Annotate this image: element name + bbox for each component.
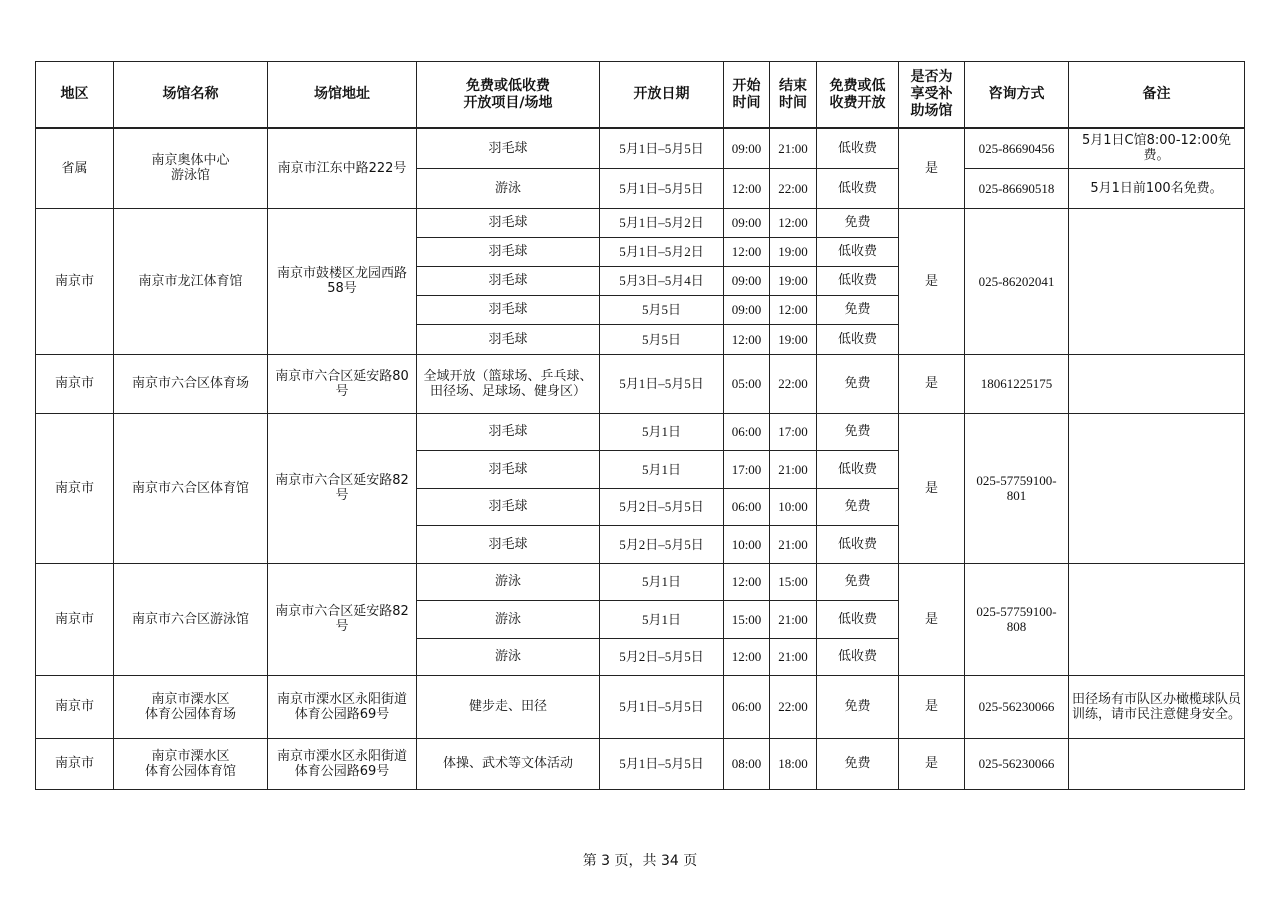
date-cell: 5月1日–5月5日 (600, 675, 724, 738)
venue-address-cell: 南京市六合区延安路82号 (268, 563, 417, 675)
start-time-cell: 06:00 (724, 675, 770, 738)
venue-name-cell: 南京市六合区游泳馆 (114, 563, 268, 675)
date-cell: 5月1日–5月5日 (600, 168, 724, 208)
date-cell: 5月5日 (600, 324, 724, 354)
note-cell: 田径场有市队区办橄榄球队员训练，请市民注意健身安全。 (1069, 675, 1245, 738)
start-time-cell: 06:00 (724, 413, 770, 450)
end-time-cell: 19:00 (770, 324, 817, 354)
region-cell: 南京市 (36, 738, 114, 789)
end-time-cell: 12:00 (770, 208, 817, 237)
date-cell: 5月1日–5月5日 (600, 128, 724, 168)
header-venue-name: 场馆名称 (114, 62, 268, 129)
subsidized-cell: 是 (899, 208, 965, 354)
venue-address-cell: 南京市溧水区永阳街道体育公园路69号 (268, 675, 417, 738)
contact-cell: 025-57759100- 808 (965, 563, 1069, 675)
venue-address-cell: 南京市六合区延安路80号 (268, 354, 417, 413)
subsidized-cell: 是 (899, 675, 965, 738)
start-time-cell: 12:00 (724, 638, 770, 675)
end-time-cell: 10:00 (770, 488, 817, 525)
fee-type-cell: 免费 (817, 738, 899, 789)
note-cell (1069, 354, 1245, 413)
end-time-cell: 21:00 (770, 638, 817, 675)
fee-type-cell: 免费 (817, 488, 899, 525)
header-end-time: 结束 时间 (770, 62, 817, 129)
start-time-cell: 09:00 (724, 266, 770, 295)
start-time-cell: 12:00 (724, 324, 770, 354)
start-time-cell: 09:00 (724, 295, 770, 324)
header-subsidized: 是否为 享受补 助场馆 (899, 62, 965, 129)
venue-address-cell: 南京市溧水区永阳街道体育公园路69号 (268, 738, 417, 789)
table-row (36, 354, 1245, 413)
date-cell: 5月1日 (600, 450, 724, 488)
project-cell: 游泳 (417, 168, 600, 208)
end-time-cell: 22:00 (770, 675, 817, 738)
project-cell: 羽毛球 (417, 450, 600, 488)
project-cell: 游泳 (417, 638, 600, 675)
start-time-cell: 12:00 (724, 563, 770, 600)
project-cell: 羽毛球 (417, 413, 600, 450)
fee-type-cell: 免费 (817, 208, 899, 237)
table-row (36, 208, 1245, 237)
header-start-time: 开始 时间 (724, 62, 770, 129)
project-cell: 羽毛球 (417, 525, 600, 563)
project-cell: 游泳 (417, 600, 600, 638)
venue-address-cell: 南京市鼓楼区龙园西路58号 (268, 208, 417, 354)
end-time-cell: 21:00 (770, 450, 817, 488)
date-cell: 5月1日 (600, 563, 724, 600)
fee-type-cell: 低收费 (817, 168, 899, 208)
project-cell: 羽毛球 (417, 488, 600, 525)
start-time-cell: 12:00 (724, 168, 770, 208)
start-time-cell: 09:00 (724, 128, 770, 168)
project-cell: 羽毛球 (417, 295, 600, 324)
note-cell (1069, 738, 1245, 789)
venue-name-cell: 南京市溧水区 体育公园体育场 (114, 675, 268, 738)
end-time-cell: 21:00 (770, 525, 817, 563)
header-venue-address: 场馆地址 (268, 62, 417, 129)
end-time-cell: 22:00 (770, 168, 817, 208)
contact-cell: 025-86690456 (965, 128, 1069, 168)
fee-type-cell: 低收费 (817, 600, 899, 638)
fee-type-cell: 免费 (817, 563, 899, 600)
project-cell: 羽毛球 (417, 208, 600, 237)
end-time-cell: 21:00 (770, 128, 817, 168)
date-cell: 5月1日–5月2日 (600, 208, 724, 237)
note-cell (1069, 563, 1245, 675)
venue-name-cell: 南京奥体中心 游泳馆 (114, 128, 268, 208)
fee-type-cell: 低收费 (817, 638, 899, 675)
region-cell: 省属 (36, 128, 114, 208)
table-row (36, 413, 1245, 450)
venue-schedule-table (35, 61, 1245, 790)
header-row (36, 62, 1245, 129)
project-cell: 全域开放（篮球场、乒乓球、田径场、足球场、健身区） (417, 354, 600, 413)
region-cell: 南京市 (36, 354, 114, 413)
project-cell: 健步走、田径 (417, 675, 600, 738)
header-fee-type: 免费或低 收费开放 (817, 62, 899, 129)
subsidized-cell: 是 (899, 563, 965, 675)
end-time-cell: 18:00 (770, 738, 817, 789)
region-cell: 南京市 (36, 675, 114, 738)
fee-type-cell: 低收费 (817, 525, 899, 563)
header-note: 备注 (1069, 62, 1245, 129)
start-time-cell: 06:00 (724, 488, 770, 525)
subsidized-cell: 是 (899, 413, 965, 563)
contact-cell: 18061225175 (965, 354, 1069, 413)
date-cell: 5月1日 (600, 413, 724, 450)
date-cell: 5月1日 (600, 600, 724, 638)
date-cell: 5月5日 (600, 295, 724, 324)
venue-name-cell: 南京市六合区体育场 (114, 354, 268, 413)
table-row (36, 675, 1245, 738)
fee-type-cell: 低收费 (817, 266, 899, 295)
end-time-cell: 17:00 (770, 413, 817, 450)
end-time-cell: 21:00 (770, 600, 817, 638)
date-cell: 5月1日–5月2日 (600, 237, 724, 266)
date-cell: 5月2日–5月5日 (600, 488, 724, 525)
contact-cell: 025-56230066 (965, 675, 1069, 738)
contact-cell: 025-86690518 (965, 168, 1069, 208)
contact-cell: 025-86202041 (965, 208, 1069, 354)
date-cell: 5月1日–5月5日 (600, 354, 724, 413)
fee-type-cell: 低收费 (817, 324, 899, 354)
project-cell: 游泳 (417, 563, 600, 600)
fee-type-cell: 免费 (817, 675, 899, 738)
date-cell: 5月2日–5月5日 (600, 638, 724, 675)
region-cell: 南京市 (36, 413, 114, 563)
fee-type-cell: 低收费 (817, 128, 899, 168)
note-cell (1069, 413, 1245, 563)
start-time-cell: 10:00 (724, 525, 770, 563)
end-time-cell: 19:00 (770, 266, 817, 295)
end-time-cell: 12:00 (770, 295, 817, 324)
subsidized-cell: 是 (899, 738, 965, 789)
start-time-cell: 15:00 (724, 600, 770, 638)
project-cell: 羽毛球 (417, 237, 600, 266)
venue-name-cell: 南京市龙江体育馆 (114, 208, 268, 354)
start-time-cell: 09:00 (724, 208, 770, 237)
fee-type-cell: 免费 (817, 413, 899, 450)
region-cell: 南京市 (36, 563, 114, 675)
fee-type-cell: 免费 (817, 295, 899, 324)
contact-cell: 025-56230066 (965, 738, 1069, 789)
note-cell (1069, 208, 1245, 354)
header-open-date: 开放日期 (600, 62, 724, 129)
venue-address-cell: 南京市六合区延安路82号 (268, 413, 417, 563)
venue-name-cell: 南京市溧水区 体育公园体育馆 (114, 738, 268, 789)
note-cell: 5月1日前100名免费。 (1069, 168, 1245, 208)
start-time-cell: 05:00 (724, 354, 770, 413)
date-cell: 5月1日–5月5日 (600, 738, 724, 789)
fee-type-cell: 低收费 (817, 237, 899, 266)
project-cell: 羽毛球 (417, 266, 600, 295)
end-time-cell: 22:00 (770, 354, 817, 413)
table-row (36, 738, 1245, 789)
project-cell: 体操、武术等文体活动 (417, 738, 600, 789)
fee-type-cell: 免费 (817, 354, 899, 413)
header-region: 地区 (36, 62, 114, 129)
page-footer: 第 3 页，共 34 页 (582, 853, 698, 869)
subsidized-cell: 是 (899, 354, 965, 413)
start-time-cell: 08:00 (724, 738, 770, 789)
contact-cell: 025-57759100- 801 (965, 413, 1069, 563)
table-row (36, 563, 1245, 600)
end-time-cell: 15:00 (770, 563, 817, 600)
end-time-cell: 19:00 (770, 237, 817, 266)
start-time-cell: 17:00 (724, 450, 770, 488)
header-contact: 咨询方式 (965, 62, 1069, 129)
venue-name-cell: 南京市六合区体育馆 (114, 413, 268, 563)
header-project: 免费或低收费 开放项目/场地 (417, 62, 600, 129)
fee-type-cell: 低收费 (817, 450, 899, 488)
venue-address-cell: 南京市江东中路222号 (268, 128, 417, 208)
table-row (36, 128, 1245, 168)
date-cell: 5月2日–5月5日 (600, 525, 724, 563)
note-cell: 5月1日C馆8:00-12:00免费。 (1069, 128, 1245, 168)
date-cell: 5月3日–5月4日 (600, 266, 724, 295)
project-cell: 羽毛球 (417, 128, 600, 168)
subsidized-cell: 是 (899, 128, 965, 208)
region-cell: 南京市 (36, 208, 114, 354)
start-time-cell: 12:00 (724, 237, 770, 266)
project-cell: 羽毛球 (417, 324, 600, 354)
